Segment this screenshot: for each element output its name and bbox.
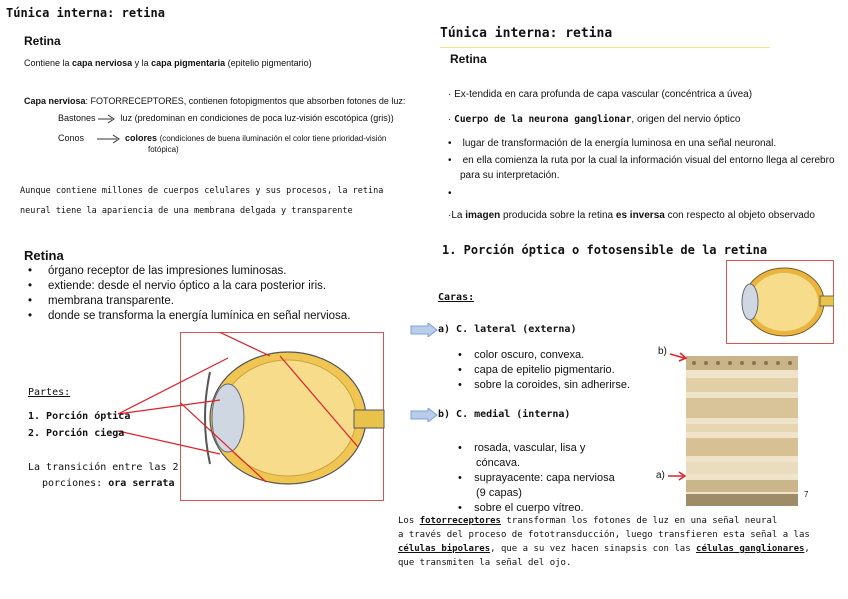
text-fragment: Los — [398, 516, 420, 526]
transition-1: La transición entre las 2 — [28, 462, 179, 473]
pointer-lines — [110, 356, 230, 456]
bastones-text: luz (predominan en condiciones de poca luz-visión escotópica (gris)) — [120, 113, 394, 123]
conos-text-2: fotópica) — [148, 145, 179, 154]
bullet-text: en ella comienza la ruta por la cual la información visual del entorno llega al cerebro — [462, 155, 835, 166]
optic-nerve — [354, 410, 384, 428]
partes-label: Partes: — [28, 387, 71, 398]
slide-subtitle: Retina — [450, 52, 487, 66]
text-fragment: La — [451, 210, 466, 221]
text-fragment: Contiene la — [24, 58, 73, 68]
list-item-text: sobre el cuerpo vítreo. — [474, 502, 584, 514]
list-item-text: suprayacente: capa nerviosa — [474, 472, 615, 484]
bullet-text: Ex‐tendida en cara profunda de capa vascular (concéntrica a úvea) — [454, 89, 753, 100]
list-item-cont: cóncava. — [476, 457, 521, 469]
arrow-right-icon — [97, 134, 123, 144]
list-item-text: rosada, vascular, lisa y — [474, 442, 586, 454]
list-item: • sobre la coroides, sin adherirse. — [458, 379, 630, 391]
text-bold: colores — [125, 133, 158, 143]
section-heading: Retina — [24, 248, 64, 263]
text-bold: células ganglionares — [696, 544, 805, 554]
conos-text: (condiciones de buena iluminación el color tiene prioridad-visión — [159, 134, 387, 143]
eye-thumbnail — [726, 260, 834, 344]
bullet-3: • lugar de transformación de la energía luminosa en una señal neuronal. — [448, 138, 777, 149]
lateral-title: a) C. lateral (externa) — [438, 324, 577, 335]
list-item: • órgano receptor de las impresiones luminosas. — [28, 265, 287, 277]
bottom-text-2: neural tiene la apariencia de una membrana delgada y transparente — [20, 206, 353, 216]
list-item-text: sobre la coroides, sin adherirse. — [474, 379, 630, 391]
bastones-label: Bastones — [58, 113, 96, 123]
list-item: • sobre el cuerpo vítreo. — [458, 502, 584, 514]
part-1: 1. Porción óptica — [28, 411, 131, 422]
text-fragment: porciones: — [42, 478, 109, 489]
list-item: • rosada, vascular, lisa y — [458, 442, 586, 454]
list-item: • extiende: desde el nervio óptico a la cara posterior iris. — [28, 280, 327, 292]
bullet-4-cont: para su interpretación. — [460, 170, 560, 181]
list-item-text: membrana transparente. — [48, 295, 174, 307]
last-line: ·La imagen producida sobre la retina es inversa con respecto al objeto observado — [448, 210, 815, 221]
label-b: b) — [658, 346, 667, 357]
list-item: • capa de epitelio pigmentario. — [458, 364, 615, 376]
list-item-cont: (9 capas) — [476, 487, 522, 499]
text-bold: imagen — [465, 210, 501, 221]
slide-subtitle: Retina — [24, 34, 61, 48]
bullet-text: lugar de transformación de la energía luminosa en una señal neuronal. — [462, 138, 777, 149]
list-item-text: extiende: desde el nervio óptico a la cara posterior iris. — [48, 280, 327, 292]
conos-line — [58, 133, 386, 144]
list-item: • suprayacente: capa nerviosa — [458, 472, 615, 484]
text-bold: es inversa — [615, 210, 665, 221]
retina-histology — [686, 356, 798, 506]
section-heading: 1. Porción óptica o fotosensible de la retina — [442, 243, 768, 257]
list-item-text: color oscuro, convexa. — [474, 349, 585, 361]
arrow-right-icon — [670, 350, 690, 362]
footer-line-3 — [398, 544, 810, 554]
title-underline — [440, 47, 770, 48]
arrow-right-icon — [668, 470, 688, 482]
text-bold: capa nerviosa — [72, 58, 133, 68]
arrow-right-icon — [410, 323, 438, 337]
list-item: • membrana transparente. — [28, 295, 174, 307]
part-2: 2. Porción ciega — [28, 428, 125, 439]
text-fragment: , origen del nervio óptico — [631, 114, 741, 125]
panel-top-right — [430, 0, 848, 236]
bullet-1: · Ex‐tendida en cara profunda de capa vascular (concéntrica a úvea) — [448, 89, 753, 100]
text-fragment: producida sobre la retina — [500, 210, 616, 221]
slide-title: Túnica interna: retina — [440, 26, 613, 41]
footer-line-1 — [398, 516, 777, 526]
bullet-empty: • — [448, 188, 452, 199]
list-item: • donde se transforma la energía lumínica en señal nerviosa. — [28, 310, 351, 322]
text-fragment: , que a su vez hacen sinapsis con las — [490, 544, 697, 554]
text-bold: células bipolares — [398, 544, 491, 554]
page-number: 7 — [804, 490, 809, 499]
text-bold: ora serrata — [108, 478, 175, 489]
text-bold: capa pigmentaria — [151, 58, 226, 68]
capa-nerviosa-line — [24, 96, 405, 106]
footer-line-4: que transmiten la señal del ojo. — [398, 558, 572, 568]
bullet-2: · Cuerpo de la neurona ganglionar, origen del nervio óptico — [448, 114, 741, 125]
bullet-4: • en ella comienza la ruta por la cual la información visual del entorno llega al cerebro — [448, 155, 835, 166]
conos-label: Conos — [58, 133, 85, 143]
list-item-text: donde se transforma la energía lumínica en señal nerviosa. — [48, 310, 351, 322]
intro-line — [24, 58, 312, 68]
list-item-text: capa de epitelio pigmentario. — [474, 364, 615, 376]
bastones-line — [58, 113, 394, 124]
list-item-text: órgano receptor de las impresiones luminosas. — [48, 265, 287, 277]
text-fragment: transforman los fotones de luz en una señal neural — [500, 516, 778, 526]
arrow-right-icon — [98, 114, 118, 124]
panel-top-left — [0, 0, 428, 230]
text-fragment: con respecto al objeto observado — [664, 210, 815, 221]
text-bold: fotorreceptores — [419, 516, 501, 526]
list-item: • color oscuro, convexa. — [458, 349, 585, 361]
text-fragment: : FOTORRECEPTORES, contienen fotopigmentos que absorben fotones de luz: — [85, 96, 406, 106]
panel-bottom-left — [0, 236, 395, 526]
text-fragment: , — [804, 544, 810, 554]
caras-label: Caras: — [438, 292, 475, 303]
text-bold: Capa nerviosa — [24, 96, 86, 106]
arrow-right-icon — [410, 408, 438, 422]
panel-bottom-right — [398, 238, 848, 573]
text-bold: Cuerpo de la neurona ganglionar — [454, 114, 632, 125]
bottom-text-1: Aunque contiene millones de cuerpos celulares y sus procesos, la retina — [20, 186, 384, 196]
label-a: a) — [656, 470, 665, 481]
footer-line-2: a través del proceso de fototransducción, luego transfieren esta señal a las — [398, 530, 810, 540]
text-fragment: y la — [132, 58, 152, 68]
slide-title: Túnica interna: retina — [6, 6, 165, 20]
transition-2 — [42, 478, 174, 489]
medial-title: b) C. medial (interna) — [438, 409, 571, 420]
text-fragment: (epitelio pigmentario) — [225, 58, 312, 68]
